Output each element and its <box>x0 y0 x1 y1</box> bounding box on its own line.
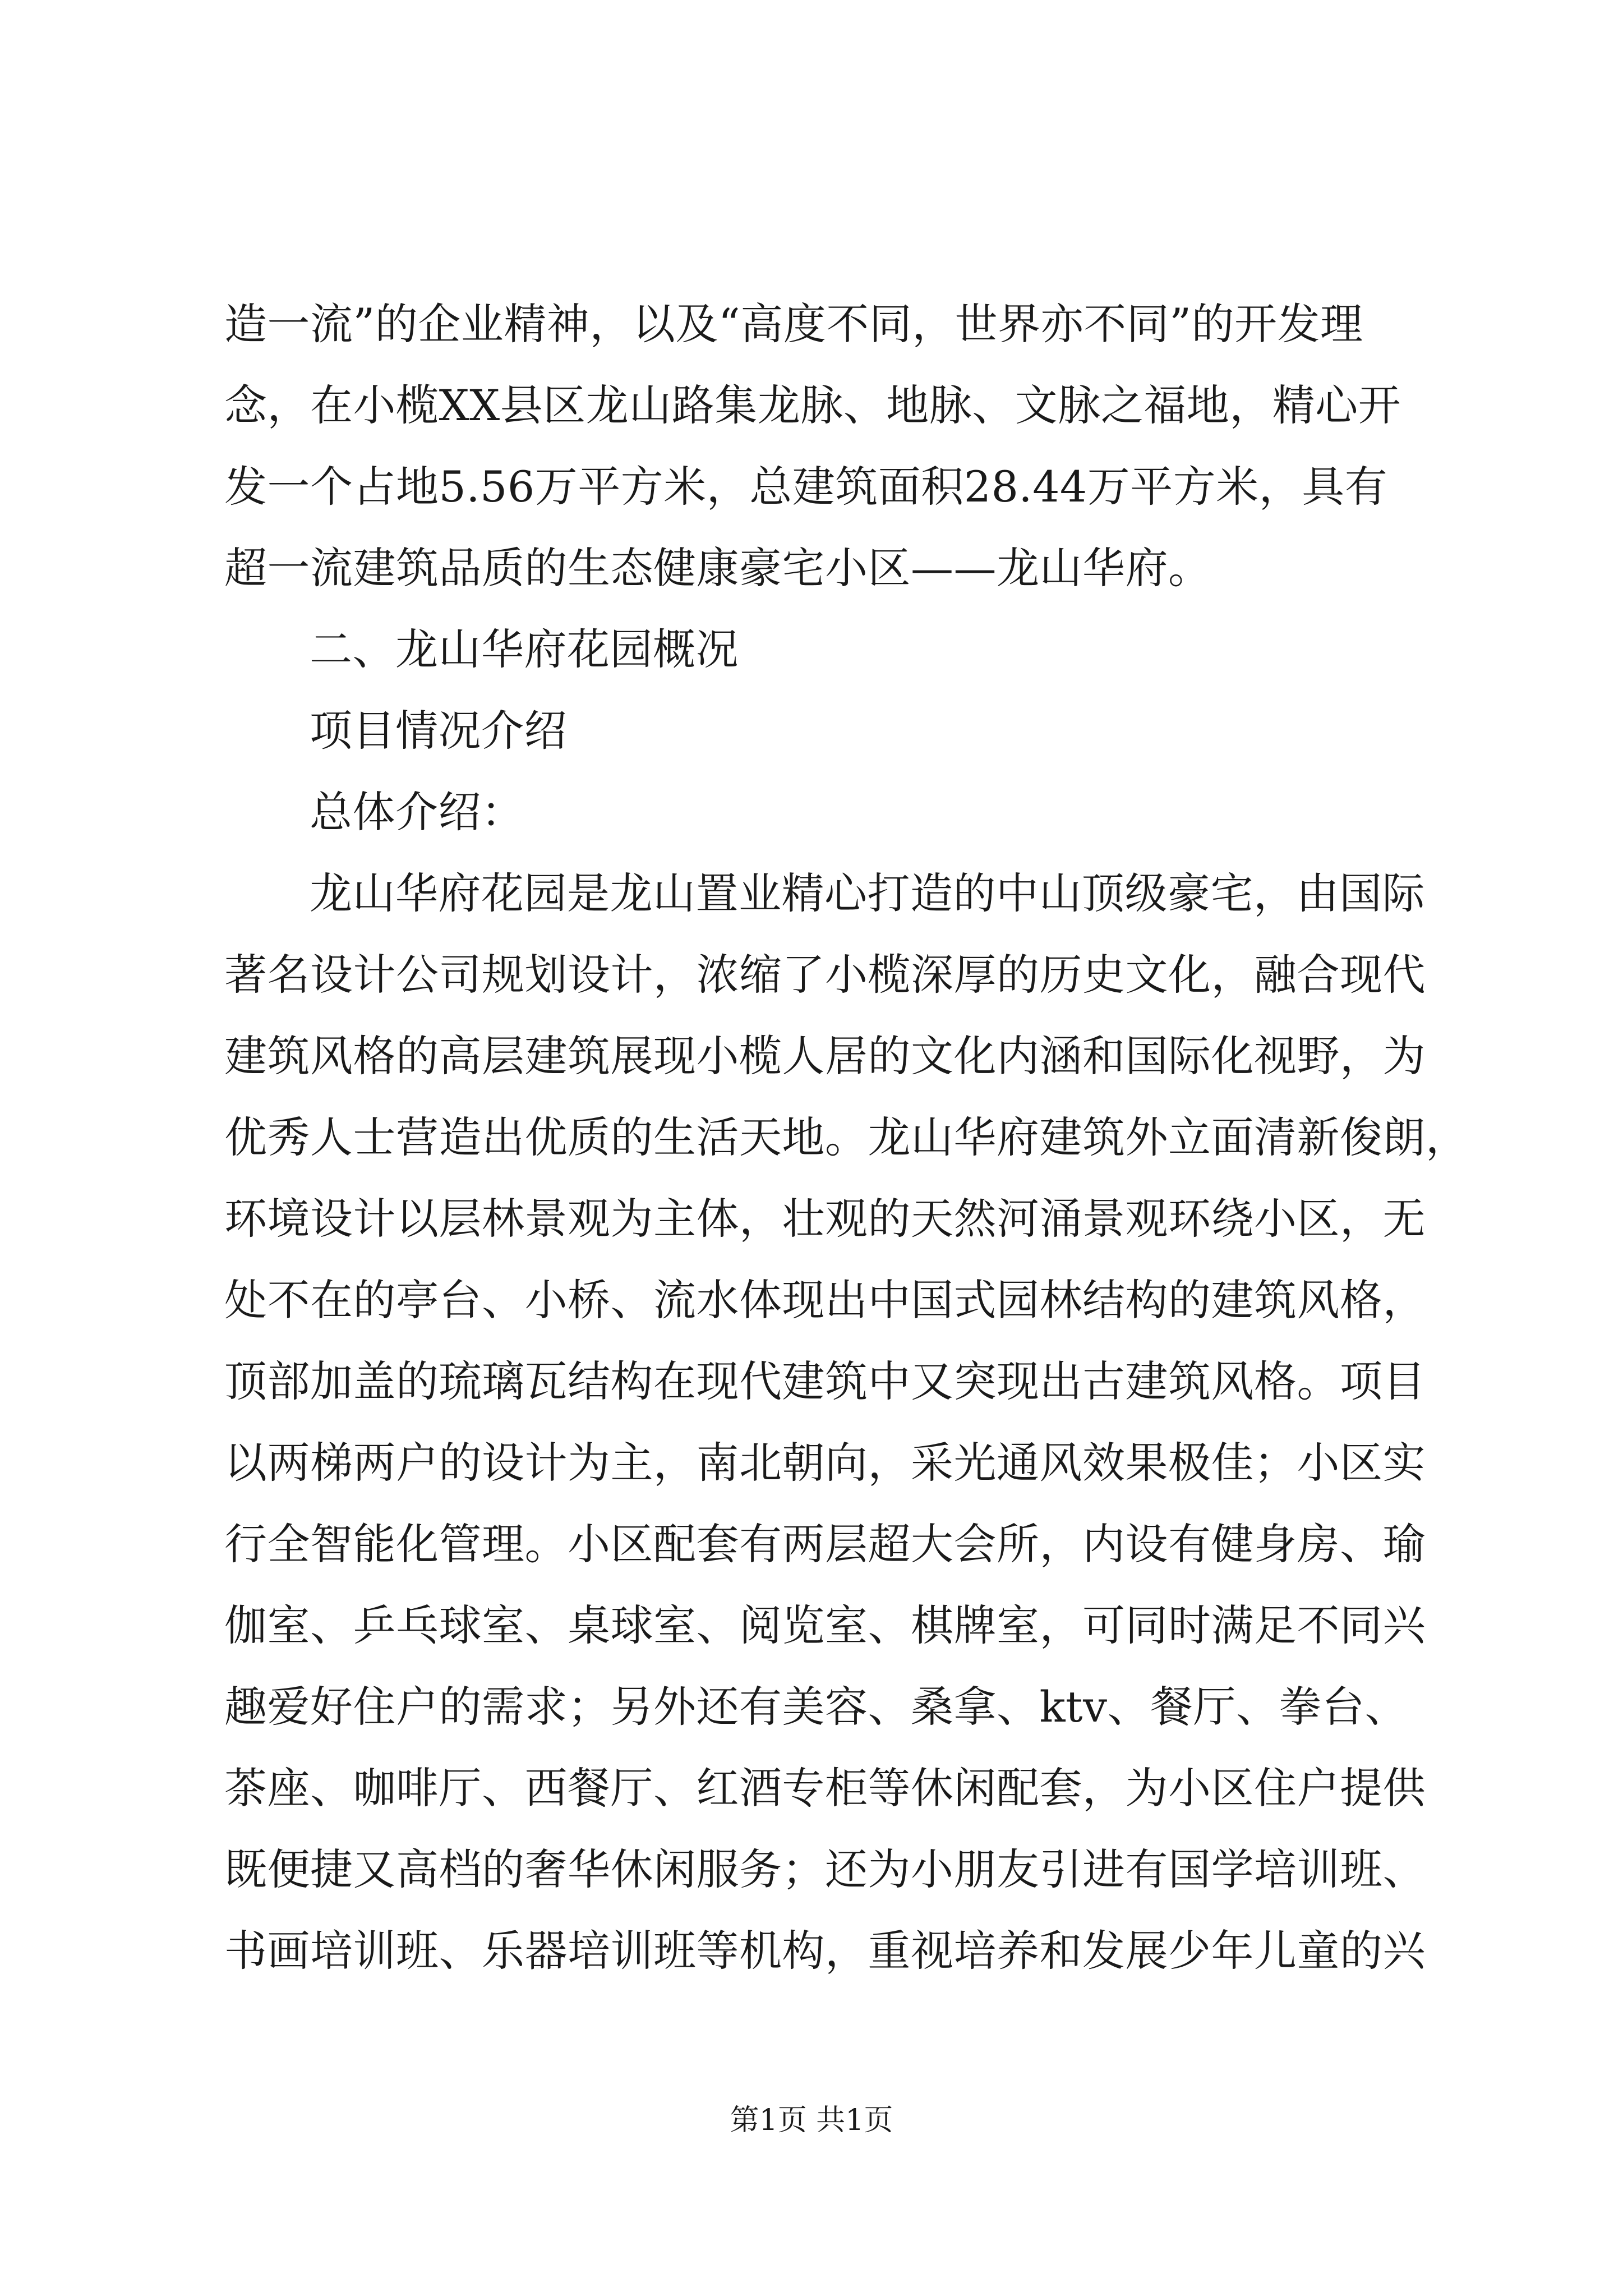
text-line: 顶部加盖的琉璃瓦结构在现代建筑中又突现出古建筑风格。项目 <box>224 1356 1426 1406</box>
section-heading: 二、龙山华府花园概况 <box>310 624 739 674</box>
text-line: 优秀人士营造出优质的生活天地。龙山华府建筑外立面清新俊朗， <box>224 1112 1469 1162</box>
text-line: 念，在小榄XX县区龙山路集龙脉、地脉、文脉之福地，精心开 <box>224 380 1401 430</box>
page-number-label: 第1页 共1页 <box>730 2104 893 2137</box>
text-line: 超一流建筑品质的生态健康豪宅小区——龙山华府。 <box>224 543 1211 593</box>
subsection-heading: 总体介绍： <box>310 787 524 837</box>
text-line: 龙山华府花园是龙山置业精心打造的中山顶级豪宅，由国际 <box>310 868 1425 918</box>
subsection-heading: 项目情况介绍 <box>310 706 567 756</box>
text-line: 既便捷又高档的奢华休闲服务；还为小朋友引进有国学培训班、 <box>224 1844 1426 1894</box>
text-line: 建筑风格的高层建筑展现小榄人居的文化内涵和国际化视野，为 <box>224 1031 1426 1081</box>
text-line: 茶座、咖啡厅、西餐厅、红酒专柜等休闲配套，为小区住户提供 <box>224 1763 1426 1813</box>
text-line: 环境设计以层林景观为主体，壮观的天然河涌景观环绕小区，无 <box>224 1194 1426 1244</box>
text-line: 书画培训班、乐器培训班等机构，重视培养和发展少年儿童的兴 <box>224 1926 1426 1976</box>
document-body <box>224 283 1469 1991</box>
text-line: 行全智能化管理。小区配套有两层超大会所，内设有健身房、瑜 <box>224 1519 1426 1569</box>
text-line: 处不在的亭台、小桥、流水体现出中国式园林结构的建筑风格， <box>224 1275 1426 1325</box>
text-line: 造一流”的企业精神，以及“高度不同，世界亦不同”的开发理 <box>224 299 1363 349</box>
text-line: 伽室、乒乓球室、桌球室、阅览室、棋牌室，可同时满足不同兴 <box>224 1600 1426 1650</box>
page-footer <box>0 2101 1623 2140</box>
text-line: 著名设计公司规划设计，浓缩了小榄深厚的历史文化，融合现代 <box>224 950 1426 1000</box>
text-line: 以两梯两户的设计为主，南北朝向，采光通风效果极佳；小区实 <box>224 1438 1426 1488</box>
text-line: 趣爱好住户的需求；另外还有美容、桑拿、ktv、餐厅、拳台、 <box>224 1682 1408 1732</box>
text-line: 发一个占地5.56万平方米，总建筑面积28.44万平方米，具有 <box>224 462 1388 512</box>
